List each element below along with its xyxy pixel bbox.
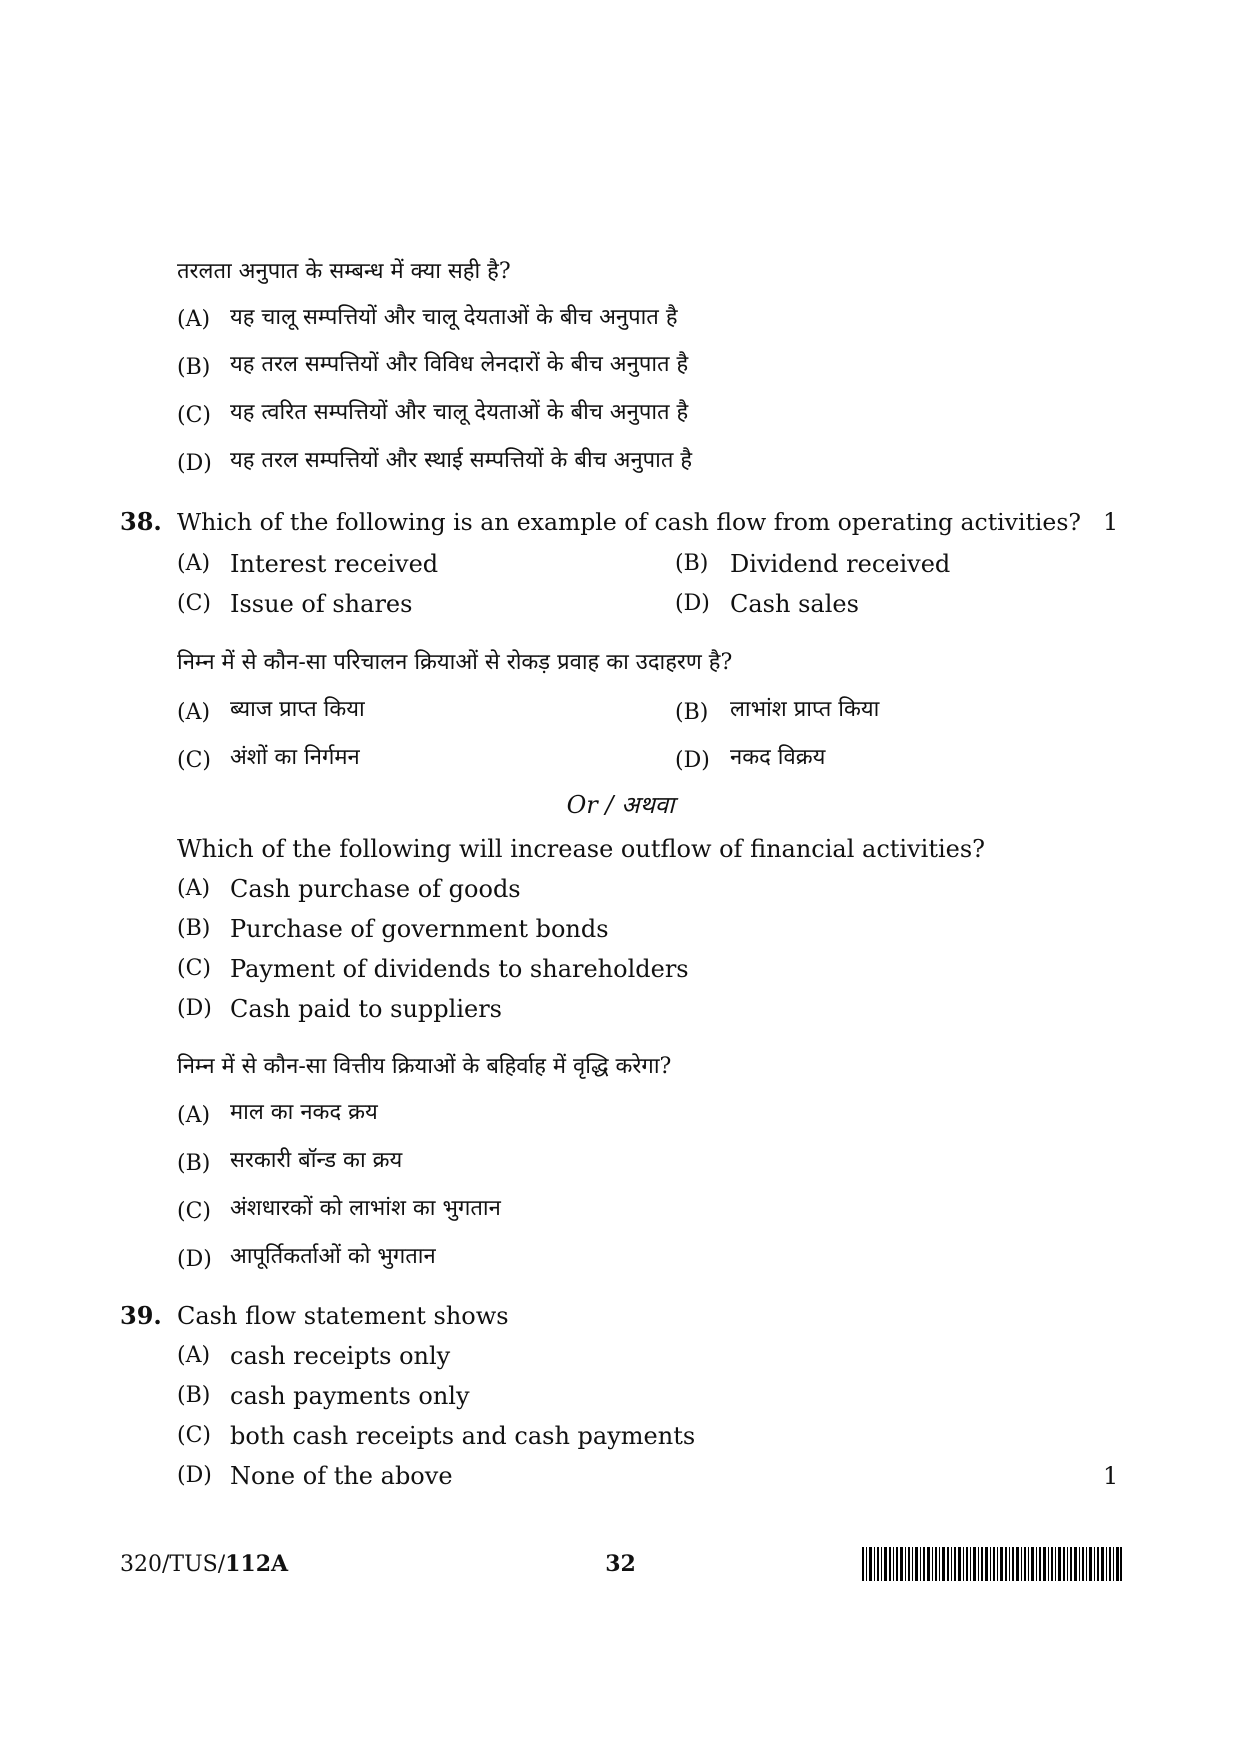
q39-marks: 1 bbox=[1103, 1462, 1119, 1490]
q38-alt-hindi-question: निम्न में से कौन-सा वित्तीय क्रियाओं के बहिर्वाह में वृद्धि करेगा? bbox=[177, 1054, 672, 1079]
q38-alt-option-text: Payment of dividends to shareholders bbox=[230, 955, 689, 983]
q38-alt-hindi-option-text: आपूर्तिकर्ताओं को भुगतान bbox=[230, 1244, 436, 1269]
page-number: 32 bbox=[605, 1551, 636, 1577]
q38-alt-hindi-option-letter: (A) bbox=[177, 1103, 211, 1128]
q38-option-text: Issue of shares bbox=[230, 590, 413, 618]
q38-option-letter: (B) bbox=[675, 551, 709, 576]
q38-alt-option-letter: (C) bbox=[177, 956, 211, 981]
paper-code-bold: 112A bbox=[225, 1551, 289, 1577]
paper-code-prefix: 320/TUS/ bbox=[120, 1552, 226, 1577]
q38-alt-hindi-option-letter: (B) bbox=[177, 1151, 211, 1176]
q38-alt-hindi-option-text: माल का नकद क्रय bbox=[230, 1100, 378, 1125]
q38-hindi-question: निम्न में से कौन-सा परिचालन क्रियाओं से रोकड़ प्रवाह का उदाहरण है? bbox=[177, 650, 733, 675]
q37-hindi-option-text: यह तरल सम्पत्तियों और स्थाई सम्पत्तियों के बीच अनुपात है bbox=[230, 448, 693, 473]
q38-alt-hindi-option-text: अंशधारकों को लाभांश का भुगतान bbox=[230, 1196, 501, 1221]
q38-alt-hindi-option-letter: (D) bbox=[177, 1247, 212, 1272]
q38-alt-option-letter: (B) bbox=[177, 916, 211, 941]
q38-hindi-option-letter: (D) bbox=[675, 748, 710, 773]
q37-hindi-option-text: यह तरल सम्पत्तियों और विविध लेनदारों के बीच अनुपात है bbox=[230, 352, 689, 377]
q39-option-letter: (A) bbox=[177, 1343, 211, 1368]
q38-option-text: Cash sales bbox=[730, 590, 859, 618]
q38-question: Which of the following is an example of cash flow from operating activities? bbox=[177, 508, 1081, 536]
q38-alt-hindi-option-letter: (C) bbox=[177, 1199, 211, 1224]
q38-hindi-option-text: नकद विक्रय bbox=[730, 745, 826, 770]
q39-number: 39. bbox=[120, 1301, 162, 1330]
q37-hindi-option-letter: (C) bbox=[177, 403, 211, 428]
q38-alt-question: Which of the following will increase outflow of financial activities? bbox=[177, 835, 986, 863]
q38-alt-option-letter: (D) bbox=[177, 996, 212, 1021]
q38-hindi-option-letter: (B) bbox=[675, 700, 709, 725]
q37-hindi-option-letter: (D) bbox=[177, 451, 212, 476]
q39-option-text: cash receipts only bbox=[230, 1342, 451, 1370]
q38-alt-hindi-option-text: सरकारी बॉन्ड का क्रय bbox=[230, 1148, 403, 1173]
q39-option-text: None of the above bbox=[230, 1462, 453, 1490]
q37-hindi-option-text: यह चालू सम्पत्तियों और चालू देयताओं के बीच अनुपात है bbox=[230, 305, 678, 330]
q38-option-text: Dividend received bbox=[730, 550, 951, 578]
q37-hindi-question: तरलता अनुपात के सम्बन्ध में क्या सही है? bbox=[177, 259, 511, 284]
q38-option-letter: (A) bbox=[177, 551, 211, 576]
q39-option-letter: (C) bbox=[177, 1423, 211, 1448]
q38-hindi-option-letter: (A) bbox=[177, 700, 211, 725]
q38-hindi-option-text: लाभांश प्राप्त किया bbox=[730, 697, 880, 722]
q38-hindi-option-text: ब्याज प्राप्त किया bbox=[230, 697, 365, 722]
q38-hindi-option-letter: (C) bbox=[177, 748, 211, 773]
q38-alt-option-text: Cash purchase of goods bbox=[230, 875, 521, 903]
q39-option-letter: (D) bbox=[177, 1463, 212, 1488]
q38-alt-option-text: Purchase of government bonds bbox=[230, 915, 609, 943]
q39-option-letter: (B) bbox=[177, 1383, 211, 1408]
barcode-icon bbox=[862, 1547, 1122, 1581]
q38-option-letter: (D) bbox=[675, 591, 710, 616]
q37-hindi-option-text: यह त्वरित सम्पत्तियों और चालू देयताओं के बीच अनुपात है bbox=[230, 400, 689, 425]
q37-hindi-option-letter: (A) bbox=[177, 307, 211, 332]
q38-marks: 1 bbox=[1103, 508, 1119, 536]
q38-alt-option-letter: (A) bbox=[177, 876, 211, 901]
or-separator: Or / अथवा bbox=[566, 791, 675, 819]
q38-option-letter: (C) bbox=[177, 591, 211, 616]
q38-hindi-option-text: अंशों का निर्गमन bbox=[230, 745, 360, 770]
q37-hindi-option-letter: (B) bbox=[177, 355, 211, 380]
q38-alt-option-text: Cash paid to suppliers bbox=[230, 995, 502, 1023]
q38-number: 38. bbox=[120, 507, 162, 536]
q39-question: Cash flow statement shows bbox=[177, 1302, 509, 1330]
q39-option-text: both cash receipts and cash payments bbox=[230, 1422, 696, 1450]
q38-option-text: Interest received bbox=[230, 550, 439, 578]
q39-option-text: cash payments only bbox=[230, 1382, 470, 1410]
